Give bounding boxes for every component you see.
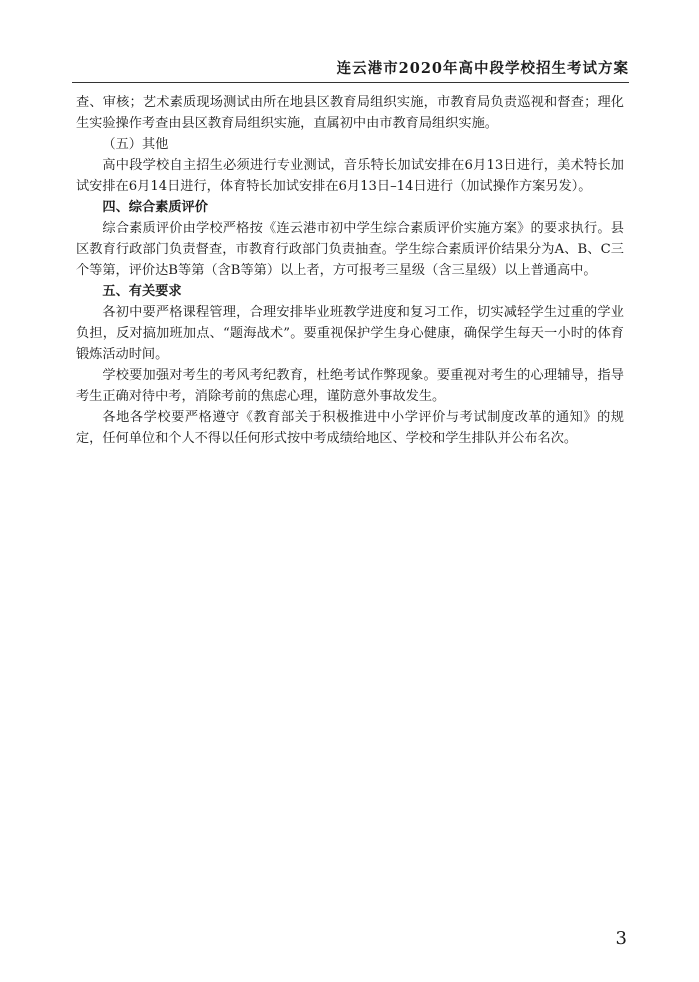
section-heading-5: 五、有关要求 — [102, 284, 182, 299]
paragraph-special-tests: 高中段学校自主招生必须进行专业测试，音乐特长加试安排在6月13日进行，美术特长加试安排在6月14日进行，体育特长加试安排在6月13日–14日进行（加试操作方案另发）。 — [76, 158, 624, 194]
running-header: 连云港市2020年高中段学校招生考试方案 — [336, 60, 629, 77]
paragraph-exam-discipline: 学校要加强对考生的考风考纪教育，杜绝考试作弊现象。要重视对考生的心理辅导，指导考生正确对待中考，消除考前的焦虑心理，谨防意外事故发生。 — [76, 368, 624, 404]
page-number: 3 — [615, 928, 627, 949]
document-body — [76, 92, 624, 449]
paragraph-course-management: 各初中要严格课程管理，合理安排毕业班教学进度和复习工作，切实减轻学生过重的学业负担，反对搞加班加点、“题海战术”。要重视保护学生身心健康，确保学生每天一小时的体育锻炼活动时间。 — [76, 305, 624, 362]
paragraph-ranking-ban: 各地各学校要严格遵守《教育部关于积极推进中小学评价与考试制度改革的通知》的规定，任何单位和个人不得以任何形式按中考成绩给地区、学校和学生排队并公布名次。 — [76, 410, 624, 446]
subsection-heading-other: （五）其他 — [102, 137, 169, 152]
section-heading-4: 四、综合素质评价 — [102, 200, 208, 215]
paragraph-continued: 查、审核；艺术素质现场测试由所在地县区教育局组织实施，市教育局负责巡视和督查；理化生实验操作考查由县区教育局组织实施，直属初中由市教育局组织实施。 — [76, 95, 624, 131]
header-rule — [72, 82, 629, 83]
paragraph-evaluation: 综合素质评价由学校严格按《连云港市初中学生综合素质评价实施方案》的要求执行。县区教育行政部门负责督查，市教育行政部门负责抽查。学生综合素质评价结果分为A、B、C三个等第，评价达B等第（含B等第）以上者，方可报考三星级（含三星级）以上普通高中。 — [76, 221, 624, 278]
